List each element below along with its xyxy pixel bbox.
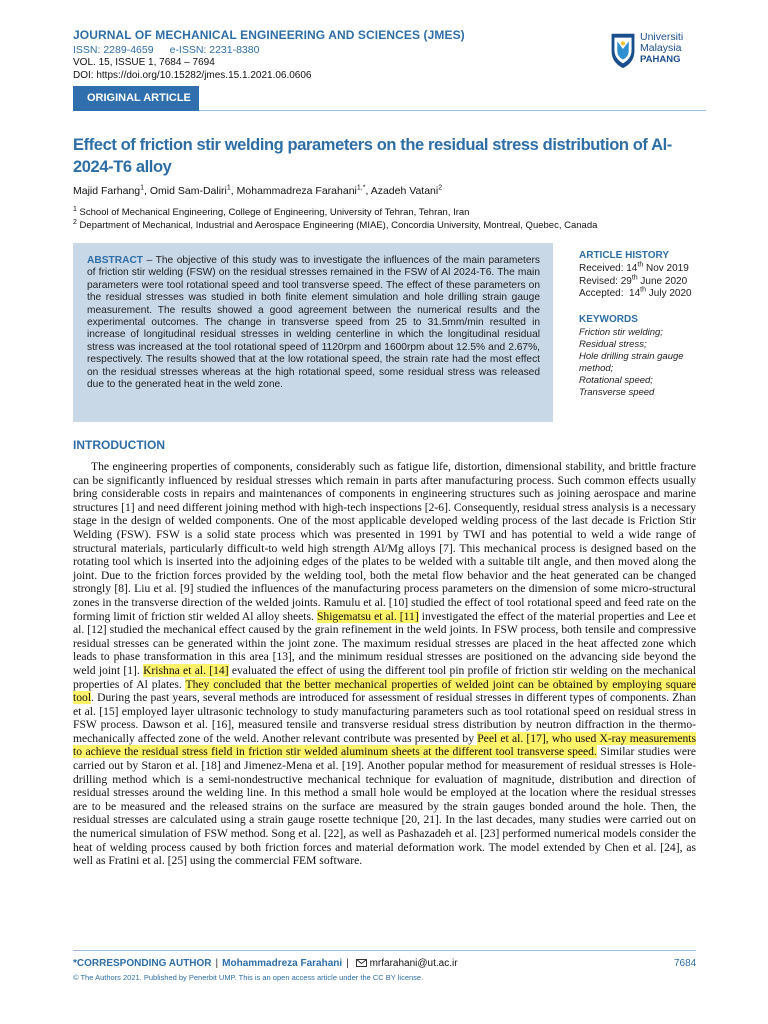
revised-date: Revised: 29th June 2020 xyxy=(579,274,688,287)
section-heading-introduction: INTRODUCTION xyxy=(73,438,165,452)
highlighted-text[interactable]: Krishna et al. [14] xyxy=(143,663,229,677)
introduction-paragraph: The engineering properties of components, considerably such as fatigue life, distortion, dimensional stability, and brittle fracture can be significantly influenced by residual stresses which remain in parts after manufacturing process. Such common effects usually bring considerable costs in repairs and maintenances of components in engineering structures such as joining aerospace and marine structures [1] and need different joining method with high-tech inspections [2-6]. Consequently, residual stress analysis is a necessary stage in the design of welded components. One of the most applicable developed welding process of the last decade is Friction Stir Welding (FSW). FSW is a solid state process which was presented in 1991 by TWI and has potential to weld a wide range of structural materials, particularly difficult-to weld high strength Al/Mg alloys [7]. This mechanical process is designed based on the rotating tool which is inserted into the adjoining edges of the plates to be welded with a suitable tilt angle, and then moved along the joint. Due to the friction forces provided by the welding tool, both the metal flow behavior and the heat generated can be changed strongly [8]. Liu et al. [9] studied the influences of the manufacturing process parameters on the dimension of some micro-structural zones in the transverse direction of the welded joints. Ramulu et al. [10] studied the effect of tool rotational speed and feed rate on the forming limit of friction stir welded Al alloy sheets. Shigematsu et al. [11] investigated the effect of the material properties and Lee et al. [12] studied the mechanical effect caused by the grain refinement in the weld joints. In FSW process, both tensile and compressive residual stresses can be generated within the joint zone. The maximum residual stresses are placed in the heat affected zone which leads to phase transformation in this area [13], and the minimum residual stresses are positioned on the advancing side beyond the weld joint [1]. Krishna et al. [14] evaluated the effect of using the different tool pin profile of friction stir welding on the mechanical properties of Al plates. They concluded that the better mechanical properties of welded joint can be obtained by employing square tool. During the past years, several methods are introduced for assessment of residual stresses in different types of components. Zhan et al. [15] employed layer ultrasonic technology to study manufacturing parameters such as tool rotational speed on residual stress in FSW process. Dawson et al. [16], measured tensile and transverse residual stress distribution by neutron diffraction in the thermo-mechanically affected zone of the weld. Another relevant contribute was presented by Peel et al. [17], who used X-ray measurements to achieve the residual stress field in friction stir welded aluminum sheets at the different tool transverse speed. Similar studies were carried out by Staron et al. [18] and Jimenez-Mena et al. [19]. Another popular method for measurement of residual stresses is Hole-drilling method which is a semi-nondestructive mechanical technique for evaluation of magnitude, distribution and direction of residual stresses around the welding line. In this method a small hole would be employed at the location where the residual stresses are to be measured and the released strains on the surface are measured by the strain gauges bonded around the hole. Then, the residual stresses are calculated using a strain gauge rosette technique [20, 21]. In the last decades, many studies were carried out on the numerical simulation of FSW method. Song et al. [22], as well as Pashazadeh et al. [23] performed numerical models consider the heat of welding process caused by both friction forces and material deformation work. The model extended by Chen et al. [24], as well as Fratini et al. [25] using the commercial FEM software. xyxy=(73,460,697,868)
ump-logo-text xyxy=(640,32,683,65)
author-name: Mohammadreza Farahani xyxy=(236,185,357,197)
highlighted-text[interactable]: They concluded that the better mechanical properties of welded joint can be obtained by employing square tool xyxy=(73,677,696,705)
article-history xyxy=(579,263,719,301)
keyword-item: Friction stir welding; xyxy=(579,326,663,338)
abstract-box xyxy=(73,243,553,422)
logo-line-2: Malaysia xyxy=(640,42,682,54)
copyright-notice: © The Authors 2021. Published by Penerbit UMP. This is an open access article under the CC BY license. xyxy=(73,973,424,982)
article-title: Effect of friction stir welding parameters on the residual stress distribution of Al-2024-T6 alloy xyxy=(73,136,672,176)
author-name: Azadeh Vatani xyxy=(370,185,439,197)
volume-issue: VOL. 15, ISSUE 1, 7684 – 7694 xyxy=(73,57,215,68)
page-number: 7684 xyxy=(674,958,697,969)
accepted-date: Accepted: 14th July 2020 xyxy=(579,286,692,299)
article-type-badge: ORIGINAL ARTICLE xyxy=(73,86,199,111)
issn: ISSN: 2289-4659 xyxy=(73,44,154,56)
highlighted-text[interactable]: Shigematsu et al. [11] xyxy=(316,609,419,623)
keyword-item: Hole drilling strain gauge method; xyxy=(579,350,684,374)
corresponding-label: *CORRESPONDING AUTHOR xyxy=(73,958,212,969)
highlighted-text[interactable]: Peel et al. [17], who used X-ray measurements to achieve the residual stress field in friction stir welded aluminum sheets at the different tool transverse speed. xyxy=(73,731,697,759)
abstract-label: ABSTRACT xyxy=(87,255,144,266)
doi-link[interactable]: DOI: https://doi.org/10.15282/jmes.15.1.2021.06.0606 xyxy=(73,70,312,81)
article-sidebar xyxy=(579,250,719,399)
author-name: Omid Sam-Daliri xyxy=(149,185,227,197)
keyword-item: Transverse speed xyxy=(579,386,655,398)
journal-name: JOURNAL OF MECHANICAL ENGINEERING AND SCIENCES (JMES) xyxy=(73,28,465,42)
abstract-text: – The objective of this study was to investigate the influences of the main parameters of friction stir welding (FSW) on the residual stresses remained in the FSW of Al 2024-T6. The main parameters were tool rotational speed and tool transverse speed. The effect of these parameters on the residual stresses was studied in both finite element simulation and hole drilling strain gauge measurement. The results showed a good agreement between the numerical results and the experimental outcomes. The change in transverse speed from 25 to 31.5mm/min resulted in increase of longitudinal residual stresses in welding centerline in which the longitudinal residual stress was increased at the tool rotational speed of 1120rpm and 1600rpm about 12.5% and 2.67%, respectively. The results showed that at the low rotational speed, the strain rate had the most effect on the residual stresses whereas at the high rotational speed, some residual stress was released due to the generated heat in the weld zone. xyxy=(87,255,540,391)
article-history-heading: ARTICLE HISTORY xyxy=(579,250,670,261)
keyword-item: Rotational speed; xyxy=(579,374,653,386)
received-date: Received: 14th Nov 2019 xyxy=(579,261,689,274)
corresponding-name: Mohammadreza Farahani xyxy=(222,958,343,969)
keywords-section xyxy=(579,314,719,399)
affiliation-1: $^1$ School of Mechanical Engineering, College of Engineering, University of Tehran, Tehran, Iran xyxy=(73,205,470,218)
footer-divider xyxy=(73,950,696,951)
eissn: e-ISSN: 2231-8380 xyxy=(169,44,260,56)
corresponding-author: *CORRESPONDING AUTHOR | Mohammadreza Farahani | mrfarahani@ut.ac.ir xyxy=(73,958,458,969)
affiliation-2: $^2$ Department of Mechanical, Industrial and Aerospace Engineering (MIAE), Concordia University, Montreal, Quebec, Canada xyxy=(73,218,598,231)
logo-line-3: PAHANG xyxy=(640,54,681,65)
author-name: Majid Farhang xyxy=(73,185,141,197)
ump-shield-logo-icon xyxy=(608,30,638,70)
header-divider xyxy=(199,110,706,111)
keywords-heading: KEYWORDS xyxy=(579,313,638,325)
issn-line xyxy=(73,44,275,56)
author-list: Majid Farhang$^1$, Omid Sam-Daliri$^1$, Mohammadreza Farahani$^{1,*}$, Azadeh Vatani$^2$ xyxy=(73,184,443,197)
logo-line-1: Universiti xyxy=(640,31,684,43)
mail-icon xyxy=(356,959,367,967)
author-email-link[interactable]: mrfarahani@ut.ac.ir xyxy=(369,958,458,969)
keyword-item: Residual stress; xyxy=(579,338,647,350)
